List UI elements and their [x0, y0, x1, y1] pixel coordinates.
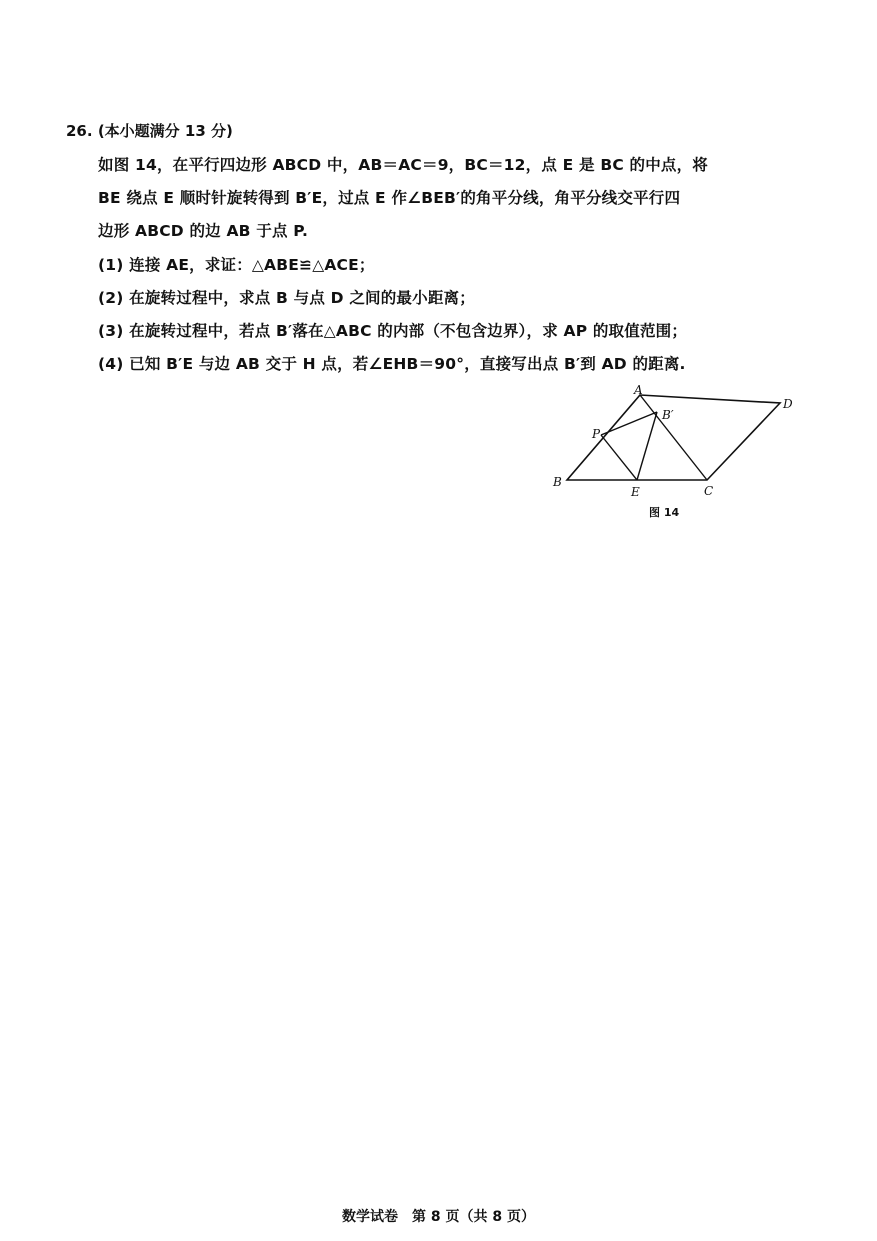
label-c: C — [704, 484, 714, 498]
segment-eb-prime — [637, 412, 657, 480]
segment-ep — [601, 435, 637, 480]
question-2: (2) 在旋转过程中，求点 B 与点 D 之间的最小距离； — [98, 289, 475, 307]
parallelogram-diagram — [545, 382, 815, 522]
problem-stem-line-3: 边形 ABCD 的边 AB 于点 P. — [98, 222, 309, 240]
question-3: (3) 在旋转过程中，若点 B′落在△ABC 的内部（不包含边界），求 AP 的取值范围； — [98, 322, 688, 340]
problem-stem-line-1: 如图 14，在平行四边形 ABCD 中，AB＝AC＝9，BC＝12，点 E 是 BC 的中点，将 — [98, 156, 708, 174]
problem-stem-line-2: BE 绕点 E 顺时针旋转得到 B′E，过点 E 作∠BEB′的角平分线，角平分线交平行四 — [98, 189, 681, 207]
label-b: B — [553, 475, 562, 489]
question-1: (1) 连接 AE，求证：△ABE≌△ACE； — [98, 256, 375, 274]
label-b-prime: B′ — [662, 408, 674, 422]
figure-caption: 图 14 — [649, 506, 680, 519]
segment-pb-prime — [601, 412, 657, 435]
page-footer: 数学试卷 第 8 页（共 8 页） — [342, 1209, 535, 1225]
label-p: P — [592, 427, 601, 441]
problem-number: 26. — [66, 122, 93, 140]
geometry-figure-14 — [545, 382, 815, 522]
question-4: (4) 已知 B′E 与边 AB 交于 H 点，若∠EHB＝90°，直接写出点 B′到 AD 的距离. — [98, 355, 686, 373]
problem-header — [66, 120, 233, 141]
label-a: A — [634, 383, 643, 397]
problem-score-note: (本小题满分 13 分) — [97, 122, 233, 140]
label-e: E — [631, 485, 640, 499]
label-d: D — [783, 397, 793, 411]
